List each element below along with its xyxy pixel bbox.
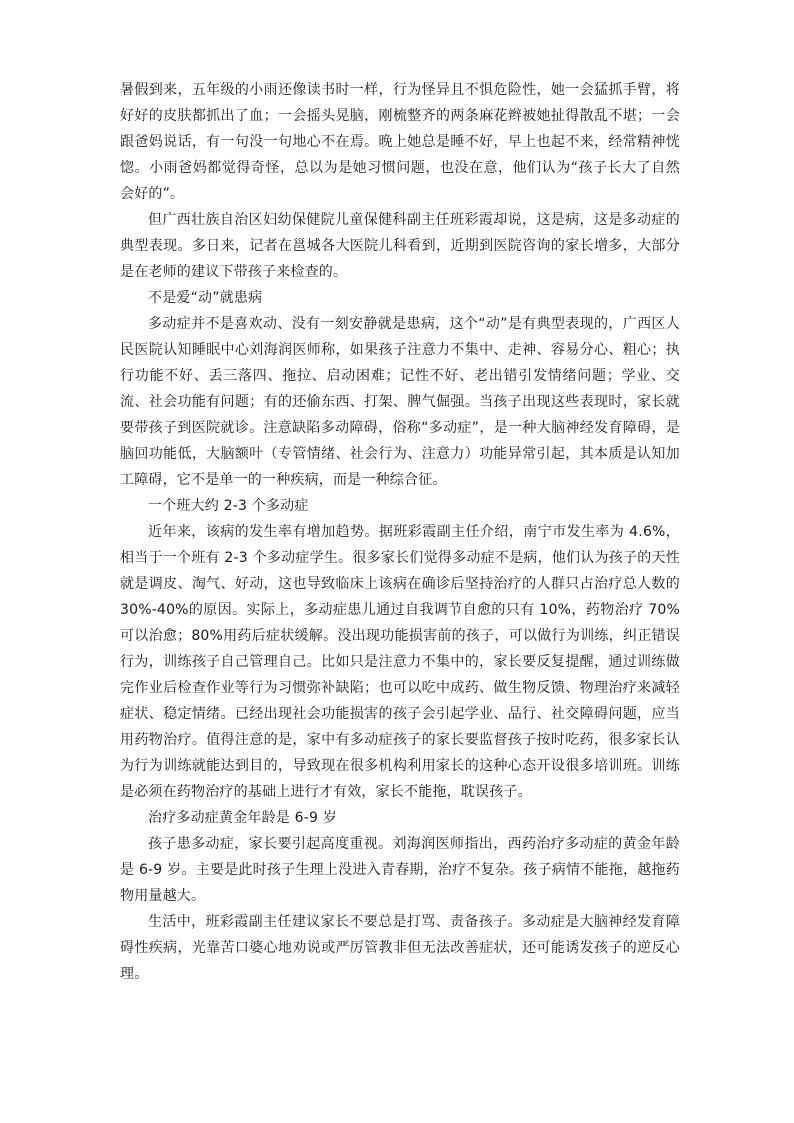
paragraph-symptoms: 多动症并不是喜欢动、没有一刻安静就是患病，这个“动”是有典型表现的，广西区人民医院认知睡眠中心刘海润医师称，如果孩子注意力不集中、走神、容易分心、粗心；执行功能不好、丢三落四、拖拉、启动困难；记性不好、老出错引发情绪问题；学业、交流、社会功能有问题；有的还偷东西、打架、脾气倔强。当孩子出现这些表现时，家长就要带孩子到医院就诊。注意缺陷多动障碍，俗称“多动症”，是一种大脑神经发育障碍，是脑回功能低，大脑额叶（专管情绪、社会行为、注意力）功能异常引起，其本质是认知加工障碍，它不是单一的一种疾病，而是一种综合征。 [120, 316, 680, 488]
paragraph-golden-age: 孩子患多动症，家长要引起高度重视。刘海润医师指出，西药治疗多动症的黄金年龄是 6-9 岁。主要是此时孩子生理上没进入青春期，治疗不复杂。孩子病情不能拖，越拖药物用量越大。 [120, 836, 680, 904]
section-heading-golden-age: 治疗多动症黄金年龄是 6-9 岁 [148, 810, 337, 826]
article-body [120, 77, 680, 987]
paragraph-expert-opinion: 但广西壮族自治区妇幼保健院儿童保健科副主任班彩霞却说，这是病，这是多动症的典型表现。多日来，记者在邕城各大医院儿科看到，近期到医院咨询的家长增多，大部分是在老师的建议下带孩子来检查的。 [120, 212, 680, 280]
paragraph-prevalence-treatment: 近年来，该病的发生率有增加趋势。据班彩霞副主任介绍，南宁市发生率为 4.6%，相当于一个班有 2-3 个多动症学生。很多家长们觉得多动症不是病，他们认为孩子的天性就是调皮、淘气、好动，这也导致临床上该病在确诊后坚持治疗的人群只占治疗总人数的 30%-40%的原因。实际上，多动症患儿通过自我调节自愈的只有 10%，药物治疗 70%可以治愈；80%用药后症状缓解。没出现功能损害前的孩子，可以做行为训练，纠正错误行为，训练孩子自己管理自己。比如只是注意力不集中的，家长要反复提醒，通过训练做完作业后检查作业等行为习惯弥补缺陷；也可以吃中成药、做生物反馈、物理治疗来减轻症状、稳定情绪。已经出现社会功能损害的孩子会引起学业、品行、社交障碍问题，应当用药物治疗。值得注意的是，家中有多动症孩子的家长要监督孩子按时吃药，很多家长认为行为训练就能达到目的，导致现在很多机构利用家长的这种心态开设很多培训班。训练是必须在药物治疗的基础上进行才有效，家长不能拖，耽误孩子。 [120, 524, 680, 800]
paragraph-advice: 生活中，班彩霞副主任建议家长不要总是打骂、责备孩子。多动症是大脑神经发育障碍性疾病，光靠苦口婆心地劝说或严厉管教非但无法改善症状，还可能诱发孩子的逆反心理。 [120, 914, 680, 982]
section-heading-class-rate: 一个班大约 2-3 个多动症 [148, 498, 309, 514]
paragraph-intro: 暑假到来，五年级的小雨还像读书时一样，行为怪异且不惧危险性，她一会猛抓手臂，将好好的皮肤都抓出了血；一会摇头晃脑，刚梳整齐的两条麻花辫被她扯得散乱不堪；一会跟爸妈说话，有一句没一句地心不在焉。晚上她总是睡不好，早上也起不来，经常精神恍惚。小雨爸妈都觉得奇怪，总以为是她习惯问题，也没在意，他们认为“孩子长大了自然会好的”。 [120, 82, 680, 202]
section-heading-not-all-active: 不是爱“动”就患病 [148, 290, 263, 306]
